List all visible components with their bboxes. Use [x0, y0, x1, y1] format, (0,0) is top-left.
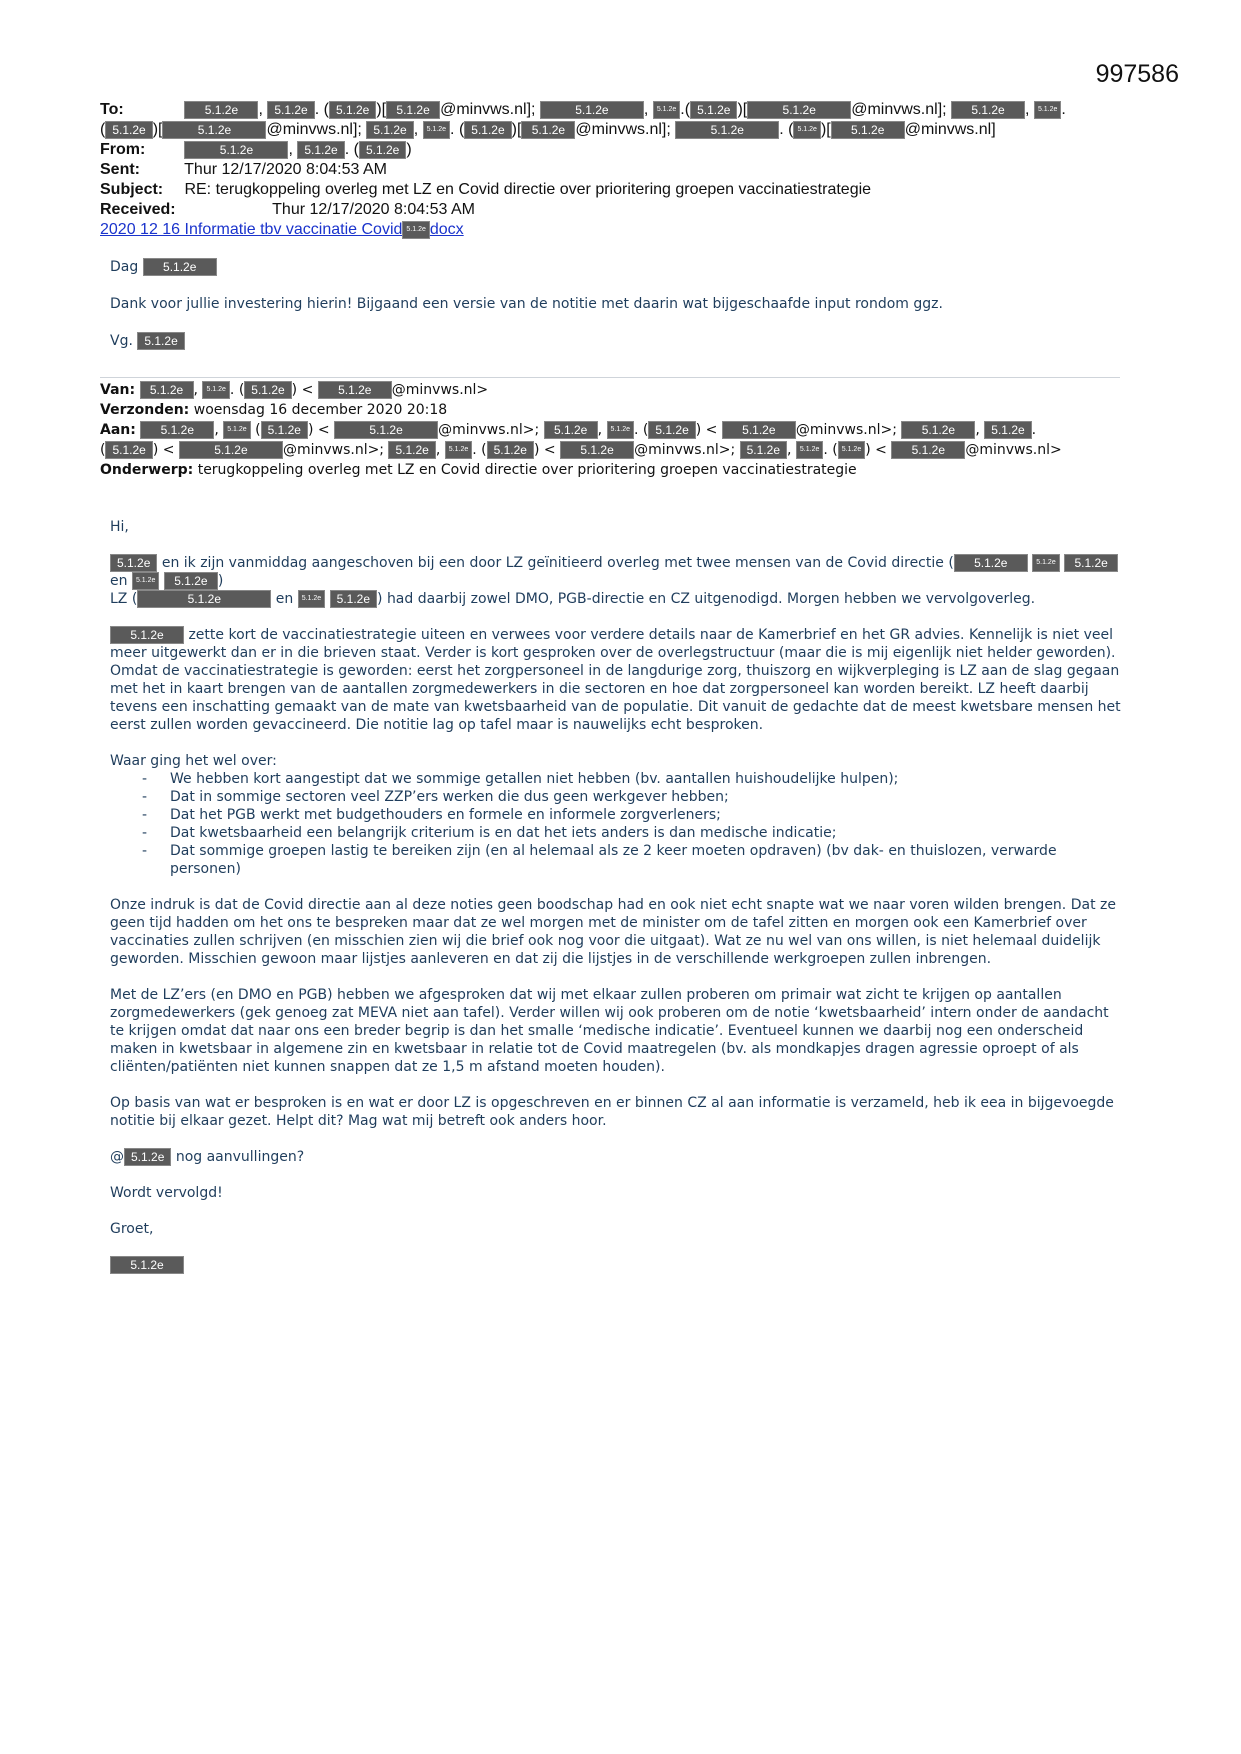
- redaction-box: 5.1.2e: [137, 332, 184, 350]
- redaction-box: 5.1.2e: [984, 421, 1031, 439]
- signature: [110, 1256, 1125, 1274]
- redaction-box: 5.1.2e: [124, 1148, 171, 1166]
- attachment-extension: docx: [429, 221, 464, 238]
- redaction-box: 5.1.2e: [951, 101, 1025, 119]
- redaction-box: 5.1.2e: [690, 101, 737, 119]
- message-paragraph-5: Op basis van wat er besproken is en wat er door LZ is opgeschreven en er binnen CZ al aan informatie is verzameld, heb ik eea in bijgevoegde notitie bij elkaar gezet. Helpt dit? Mag wat mij betreft ook anders hoor.: [110, 1095, 1114, 1129]
- aan-line: Aan: 5.1.2e , 5.1.2e ( 5.1.2e ) < 5.1.2e @minvws.nl>; 5.1.2e , 5.1.2e . ( 5.1.2e ) < 5.1.2e @minvws.nl>; 5.1.2e , 5.1.2e .: [100, 422, 1037, 438]
- redaction-box: 5.1.2e: [1034, 101, 1061, 119]
- redaction-box: 5.1.2e: [330, 590, 377, 608]
- to-line: To: 5.1.2e , 5.1.2e . ( 5.1.2e )[ 5.1.2e @minvws.nl]; 5.1.2e , 5.1.2e .( 5.1.2e )[ 5.1.2e @minvws.nl]; 5.1.2e , 5.1.2e .: [100, 101, 1066, 118]
- redaction-box: 5.1.2e: [1032, 554, 1059, 572]
- subject-line: [100, 180, 1160, 200]
- redaction-box: 5.1.2e: [132, 572, 159, 590]
- redaction-box: 5.1.2e: [110, 626, 184, 644]
- redaction-box: 5.1.2e: [359, 141, 406, 159]
- list-item: - We hebben kort aangestipt dat we sommige getallen niet hebben (bv. aantallen huishoudelijke hulpen);: [110, 770, 1125, 788]
- redaction-box: 5.1.2e: [334, 421, 438, 439]
- redaction-box: 5.1.2e: [740, 441, 787, 459]
- redaction-box: 5.1.2e: [244, 381, 291, 399]
- redaction-box: 5.1.2e: [796, 441, 823, 459]
- redaction-box: 5.1.2e: [105, 441, 152, 459]
- list-item: - Dat kwetsbaarheid een belangrijk criterium is en dat het iets anders is dan medische indicatie;: [110, 824, 1125, 842]
- received-value: Thur 12/17/2020 8:04:53 AM: [272, 201, 475, 218]
- redaction-box: 5.1.2e: [445, 441, 472, 459]
- message-paragraph-4: Met de LZ’ers (en DMO en PGB) hebben we afgesproken dat wij met elkaar zullen proberen om primair wat zicht te krijgen op aantallen zorgmedewerkers (gek genoeg zat MEVA niet aan tafel). Verder willen wij ook proberen om de notie ‘kwetsbaarheid’ intern onder de aandacht te krijgen omdat dat naar ons een breder begrip is dan het smalle ‘medische indicatie’. Eventueel kunnen we daarbij nog een onderscheid maken in kwetsbaar in algemene zin en kwetsbaar in relatie tot de Covid maatregelen (bv. als mondkapjes dragen agressie oproept of als cliënten/patiënten niet kunnen snappen dat ze 1,5 m afstand moeten houden).: [110, 987, 1109, 1075]
- list-intro: Waar ging het wel over:: [110, 753, 277, 769]
- redaction-box: 5.1.2e: [298, 590, 325, 608]
- from-line: From: 5.1.2e , 5.1.2e . ( 5.1.2e ): [100, 141, 412, 158]
- redaction-box: 5.1.2e: [297, 141, 344, 159]
- subject-label: Subject:: [100, 181, 164, 198]
- redaction-box: 5.1.2e: [954, 554, 1028, 572]
- redaction-box: 5.1.2e: [162, 121, 266, 139]
- to-line-continued: ( 5.1.2e )[ 5.1.2e @minvws.nl]; 5.1.2e , 5.1.2e . ( 5.1.2e )[ 5.1.2e @minvws.nl]; 5.1.2e . ( 5.1.2e )[ 5.1.2e @minvws.nl]: [100, 121, 996, 138]
- reply-text: Dank voor jullie investering hierin! Bijgaand een versie van de notitie met daarin wat bijgeschaafde input rondom ggz.: [110, 296, 943, 312]
- list-item: - Dat het PGB werkt met budgethouders en formele en informele zorgverleners;: [110, 806, 1125, 824]
- redaction-box: 5.1.2e: [184, 101, 258, 119]
- redaction-box: 5.1.2e: [831, 121, 905, 139]
- email-domain: @minvws.nl];: [440, 101, 536, 118]
- redaction-box: 5.1.2e: [267, 101, 314, 119]
- redaction-box: 5.1.2e: [722, 421, 796, 439]
- email-header: [100, 100, 1160, 240]
- redaction-box: 5.1.2e: [1064, 554, 1118, 572]
- reply-signoff: Vg. 5.1.2e: [110, 332, 1120, 350]
- sent-label: Sent:: [100, 161, 140, 178]
- van-label: Van:: [100, 382, 136, 398]
- received-line: [100, 200, 1160, 220]
- redaction-box: 5.1.2e: [388, 441, 435, 459]
- email-domain: @minvws.nl>: [391, 382, 489, 398]
- email-domain: @minvws.nl];: [851, 101, 947, 118]
- verzonden-label: Verzonden:: [100, 402, 190, 418]
- subject-value: RE: terugkoppeling overleg met LZ en Covid directie over prioritering groepen vaccinatiestrategie: [184, 181, 872, 198]
- redaction-box: 5.1.2e: [143, 258, 217, 276]
- email-domain: @minvws.nl]: [904, 121, 996, 138]
- redaction-box: 5.1.2e: [261, 421, 308, 439]
- closing-line: Wordt vervolgd!: [110, 1185, 223, 1201]
- redaction-box: 5.1.2e: [140, 381, 194, 399]
- message-body: [110, 518, 1125, 1292]
- reply-body: [110, 258, 1120, 369]
- onderwerp-label: Onderwerp:: [100, 462, 194, 478]
- redaction-box: 5.1.2e: [105, 121, 152, 139]
- divider: [100, 377, 1120, 378]
- mention-line: @ 5.1.2e nog aanvullingen?: [110, 1149, 305, 1165]
- document-number: 997586: [1095, 60, 1179, 88]
- redaction-box: 5.1.2e: [521, 121, 575, 139]
- redaction-box: 5.1.2e: [137, 590, 271, 608]
- email-domain: @minvws.nl];: [575, 121, 671, 138]
- message-paragraph-2: 5.1.2e zette kort de vaccinatiestrategie uiteen en verwees voor verdere details naar de Kamerbrief en het GR advies. Kennelijk is niet veel meer uitgewerkt dan er in die brieven staat. Verder is kort gesproken over de overlegstructuur (maar die is mij eigenlijk niet helder geworden). Omdat de vaccinatiestrategie is geworden: eerst het zorgpersoneel in de langdurige zorg, thuiszorg en wijkverpleging is LZ aan de slag gegaan met het in kaart brengen van de aantallen zorgmedewerkers in die sectoren en hoe dat zorgpersoneel kan worden bereikt. LZ heeft daarbij tevens een inschatting gemaakt van de mate van kwetsbaarheid van de populatie. Dit vanuit de gedachte dat de meest kwetsbare mensen het eerst zullen worden gevaccineerd. Die notitie lag op tafel maar is nauwelijks echt besproken.: [110, 627, 1121, 733]
- redaction-box: 5.1.2e: [110, 554, 157, 572]
- redaction-box: 5.1.2e: [184, 141, 288, 159]
- redaction-box: 5.1.2e: [223, 421, 250, 439]
- email-domain: @minvws.nl>;: [795, 422, 897, 438]
- redaction-box: 5.1.2e: [793, 121, 820, 139]
- email-domain: @minvws.nl>;: [282, 442, 385, 458]
- redaction-box: 5.1.2e: [540, 101, 644, 119]
- list-item: - Dat sommige groepen lastig te bereiken zijn (en al helemaal als ze 2 keer moeten opdraven) (bv dak- en thuislozen, verwarde personen): [110, 842, 1125, 878]
- original-message-header: [100, 380, 1160, 480]
- redaction-box: 5.1.2e: [366, 121, 413, 139]
- verzonden-value: woensdag 16 december 2020 20:18: [193, 402, 448, 418]
- email-domain: @minvws.nl>: [965, 442, 1062, 458]
- redaction-box: 5.1.2e: [386, 101, 440, 119]
- message-paragraph-3: Onze indruk is dat de Covid directie aan al deze noties geen boodschap had en ook niet echt snapte wat we naar voren wilden brengen. Dat ze geen tijd hadden om het ons te bespreken maar dat ze wel morgen met de minister om de tafel zitten en morgen ook een Kamerbrief over vaccinaties zullen schrijven (en misschien zien wij die brief ook nog voor die uitgaat). Wat ze nu wel van ons willen, is niet helemaal duidelijk geworden. Misschien gewoon maar lijstjes aanleveren en dat zij die lijstjes in de verschillende werkgroepen zullen inbrengen.: [110, 897, 1116, 967]
- attachment-name: 2020 12 16 Informatie tbv vaccinatie Covid: [100, 221, 403, 238]
- redaction-box: 5.1.2e: [110, 1256, 184, 1274]
- sent-value: Thur 12/17/2020 8:04:53 AM: [184, 161, 387, 178]
- redaction-box: 5.1.2e: [653, 101, 680, 119]
- message-paragraph-1: 5.1.2e en ik zijn vanmiddag aangeschoven bij een door LZ geïnitieerd overleg met twee mensen van de Covid directie ( 5.1.2e 5.1.2e 5.1.2e en 5.1.2e 5.1.2e ) LZ ( 5.1.2e en 5.1.2e 5.1.2e ) had daarbij zowel DMO, PGB-directie en CZ uitgenodigd. Morgen hebben we vervolgoverleg.: [110, 554, 1125, 608]
- redaction-box: 5.1.2e: [891, 441, 965, 459]
- redaction-box: 5.1.2e: [560, 441, 634, 459]
- redaction-box: 5.1.2e: [140, 421, 214, 439]
- from-label: From:: [100, 141, 146, 158]
- redaction-box: 5.1.2e: [464, 121, 511, 139]
- onderwerp-line: [100, 460, 1160, 480]
- redaction-box: 5.1.2e: [544, 421, 598, 439]
- reply-greeting: Dag 5.1.2e: [110, 258, 1120, 276]
- redaction-box: 5.1.2e: [179, 441, 283, 459]
- email-domain: @minvws.nl];: [266, 121, 362, 138]
- sent-line: [100, 160, 1160, 180]
- redaction-box: 5.1.2e: [838, 441, 865, 459]
- received-label: Received:: [100, 201, 176, 218]
- redaction-box: 5.1.2e: [164, 572, 218, 590]
- message-greeting: Hi,: [110, 519, 129, 535]
- redaction-box: 5.1.2e: [318, 381, 392, 399]
- redaction-box: 5.1.2e: [747, 101, 851, 119]
- redaction-box: 5.1.2e: [329, 101, 376, 119]
- attachment-line: [100, 220, 1160, 240]
- redaction-box: 5.1.2e: [648, 421, 695, 439]
- redaction-box: 5.1.2e: [402, 221, 429, 239]
- to-label: To:: [100, 101, 124, 118]
- closing-greeting: Groet,: [110, 1221, 154, 1237]
- attachment-link[interactable]: [100, 221, 464, 238]
- redaction-box: 5.1.2e: [487, 441, 534, 459]
- email-domain: @minvws.nl>;: [438, 422, 540, 438]
- redaction-box: 5.1.2e: [675, 121, 779, 139]
- aan-label: Aan:: [100, 422, 136, 438]
- verzonden-line: [100, 400, 1160, 420]
- onderwerp-value: terugkoppeling overleg met LZ en Covid directie over prioritering groepen vaccinatiestrategie: [197, 462, 857, 478]
- van-line: Van: 5.1.2e , 5.1.2e . ( 5.1.2e ) < 5.1.2e @minvws.nl>: [100, 382, 489, 398]
- redaction-box: 5.1.2e: [901, 421, 975, 439]
- list-item: - Dat in sommige sectoren veel ZZP’ers werken die dus geen werkgever hebben;: [110, 788, 1125, 806]
- discussion-list: [110, 770, 1125, 878]
- email-domain: @minvws.nl>;: [634, 442, 736, 458]
- redaction-box: 5.1.2e: [423, 121, 450, 139]
- redaction-box: 5.1.2e: [607, 421, 634, 439]
- redaction-box: 5.1.2e: [202, 381, 229, 399]
- aan-line-continued: ( 5.1.2e ) < 5.1.2e @minvws.nl>; 5.1.2e , 5.1.2e . ( 5.1.2e ) < 5.1.2e @minvws.nl>; 5.1.2e , 5.1.2e . ( 5.1.2e ) < 5.1.2e @minvws.nl>: [100, 442, 1062, 458]
